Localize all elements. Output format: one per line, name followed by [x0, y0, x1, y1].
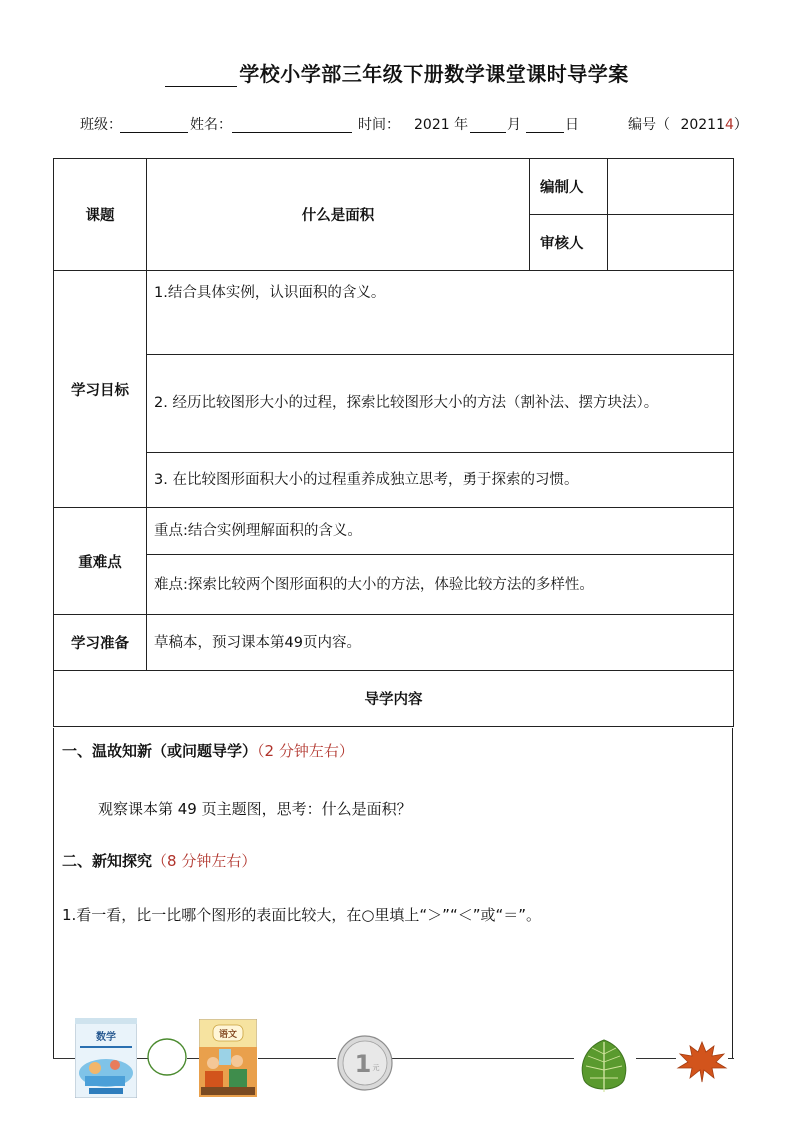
bottom-rule: [728, 1058, 734, 1059]
prep-value: 草稿本，预习课本第49页内容。: [147, 615, 734, 671]
school-name-blank[interactable]: [165, 69, 237, 87]
prep-label: 学习准备: [54, 615, 147, 671]
section-1-heading: [62, 740, 354, 761]
difficult-point: 难点:探索比较两个图形面积的大小的方法，体验比较方法的多样性。: [147, 555, 734, 615]
code-label-text: 编号（: [628, 117, 670, 133]
code-value: 20211: [680, 117, 725, 133]
code-close: ）: [733, 117, 748, 133]
guide-title: 导学内容: [54, 671, 734, 727]
coin-value: 1: [354, 1050, 372, 1078]
green-leaf-image: [574, 1036, 634, 1096]
title-text: 学校小学部三年级下册数学课堂课时导学案: [239, 62, 629, 86]
year-text: 2021 年: [414, 117, 469, 133]
math-book-image: [75, 1018, 137, 1098]
topic-label: 课题: [54, 159, 147, 271]
maple-leaf-image: [676, 1040, 728, 1084]
document-title: [0, 58, 794, 87]
goals-label: 学习目标: [54, 271, 147, 508]
one-yuan-coin-image: [336, 1034, 394, 1092]
bottom-rule: [258, 1058, 336, 1059]
day-blank[interactable]: [526, 132, 564, 133]
section-2-title: 二、新知探究: [62, 852, 153, 870]
code-label: [628, 114, 748, 134]
name-label: 姓名：: [190, 117, 232, 133]
section-2-time: （8 分钟左右）: [152, 852, 257, 870]
chinese-book-image: [199, 1019, 257, 1097]
math-book-text: 数学: [96, 1032, 116, 1043]
goal-3: 3. 在比较图形面积大小的过程重养成独立思考，勇于探索的习惯。: [147, 453, 734, 508]
reviewer-label: 审核人: [530, 215, 608, 271]
goal-2: 2. 经历比较图形大小的过程，探索比较图形大小的方法（割补法、摆方块法）。: [147, 355, 734, 453]
section-2-heading: [62, 850, 256, 871]
month-label: 月: [507, 117, 521, 133]
chinese-book-text: 语文: [218, 1030, 238, 1040]
key-point: 重点:结合实例理解面积的含义。: [147, 508, 734, 555]
code-value-red: 4: [725, 117, 734, 133]
info-line: [0, 114, 794, 136]
bottom-rule: [53, 1058, 75, 1059]
editor-label: 编制人: [530, 159, 608, 215]
bottom-rule: [392, 1058, 574, 1059]
class-label: 班级：: [80, 117, 122, 133]
name-blank[interactable]: [232, 132, 352, 133]
goal-1: 1.结合具体实例，认识面积的含义。: [147, 271, 734, 355]
key-label: 重难点: [54, 508, 147, 615]
section-1-time: （2 分钟左右）: [257, 742, 354, 760]
month-blank[interactable]: [470, 132, 506, 133]
bottom-rule: [636, 1058, 676, 1059]
section-1-body: 观察课本第 49 页主题图，思考：什么是面积？: [98, 800, 412, 818]
bottom-rule: [187, 1058, 199, 1059]
topic-value: 什么是面积: [147, 159, 530, 271]
class-blank[interactable]: [120, 132, 188, 133]
compare-circle[interactable]: [146, 1037, 188, 1077]
time-label: 时间：: [358, 117, 400, 133]
day-label: 日: [565, 117, 579, 133]
editor-field[interactable]: [608, 159, 734, 215]
question-1: 1.看一看，比一比哪个图形的表面比较大，在○里填上“＞”“＜”或“＝”。: [62, 906, 542, 924]
section-1-title: 一、温故知新（或问题导学）: [62, 742, 258, 760]
lesson-table: [53, 158, 734, 727]
guide-content: [53, 728, 733, 1058]
reviewer-field[interactable]: [608, 215, 734, 271]
coin-unit: 元: [372, 1064, 380, 1072]
